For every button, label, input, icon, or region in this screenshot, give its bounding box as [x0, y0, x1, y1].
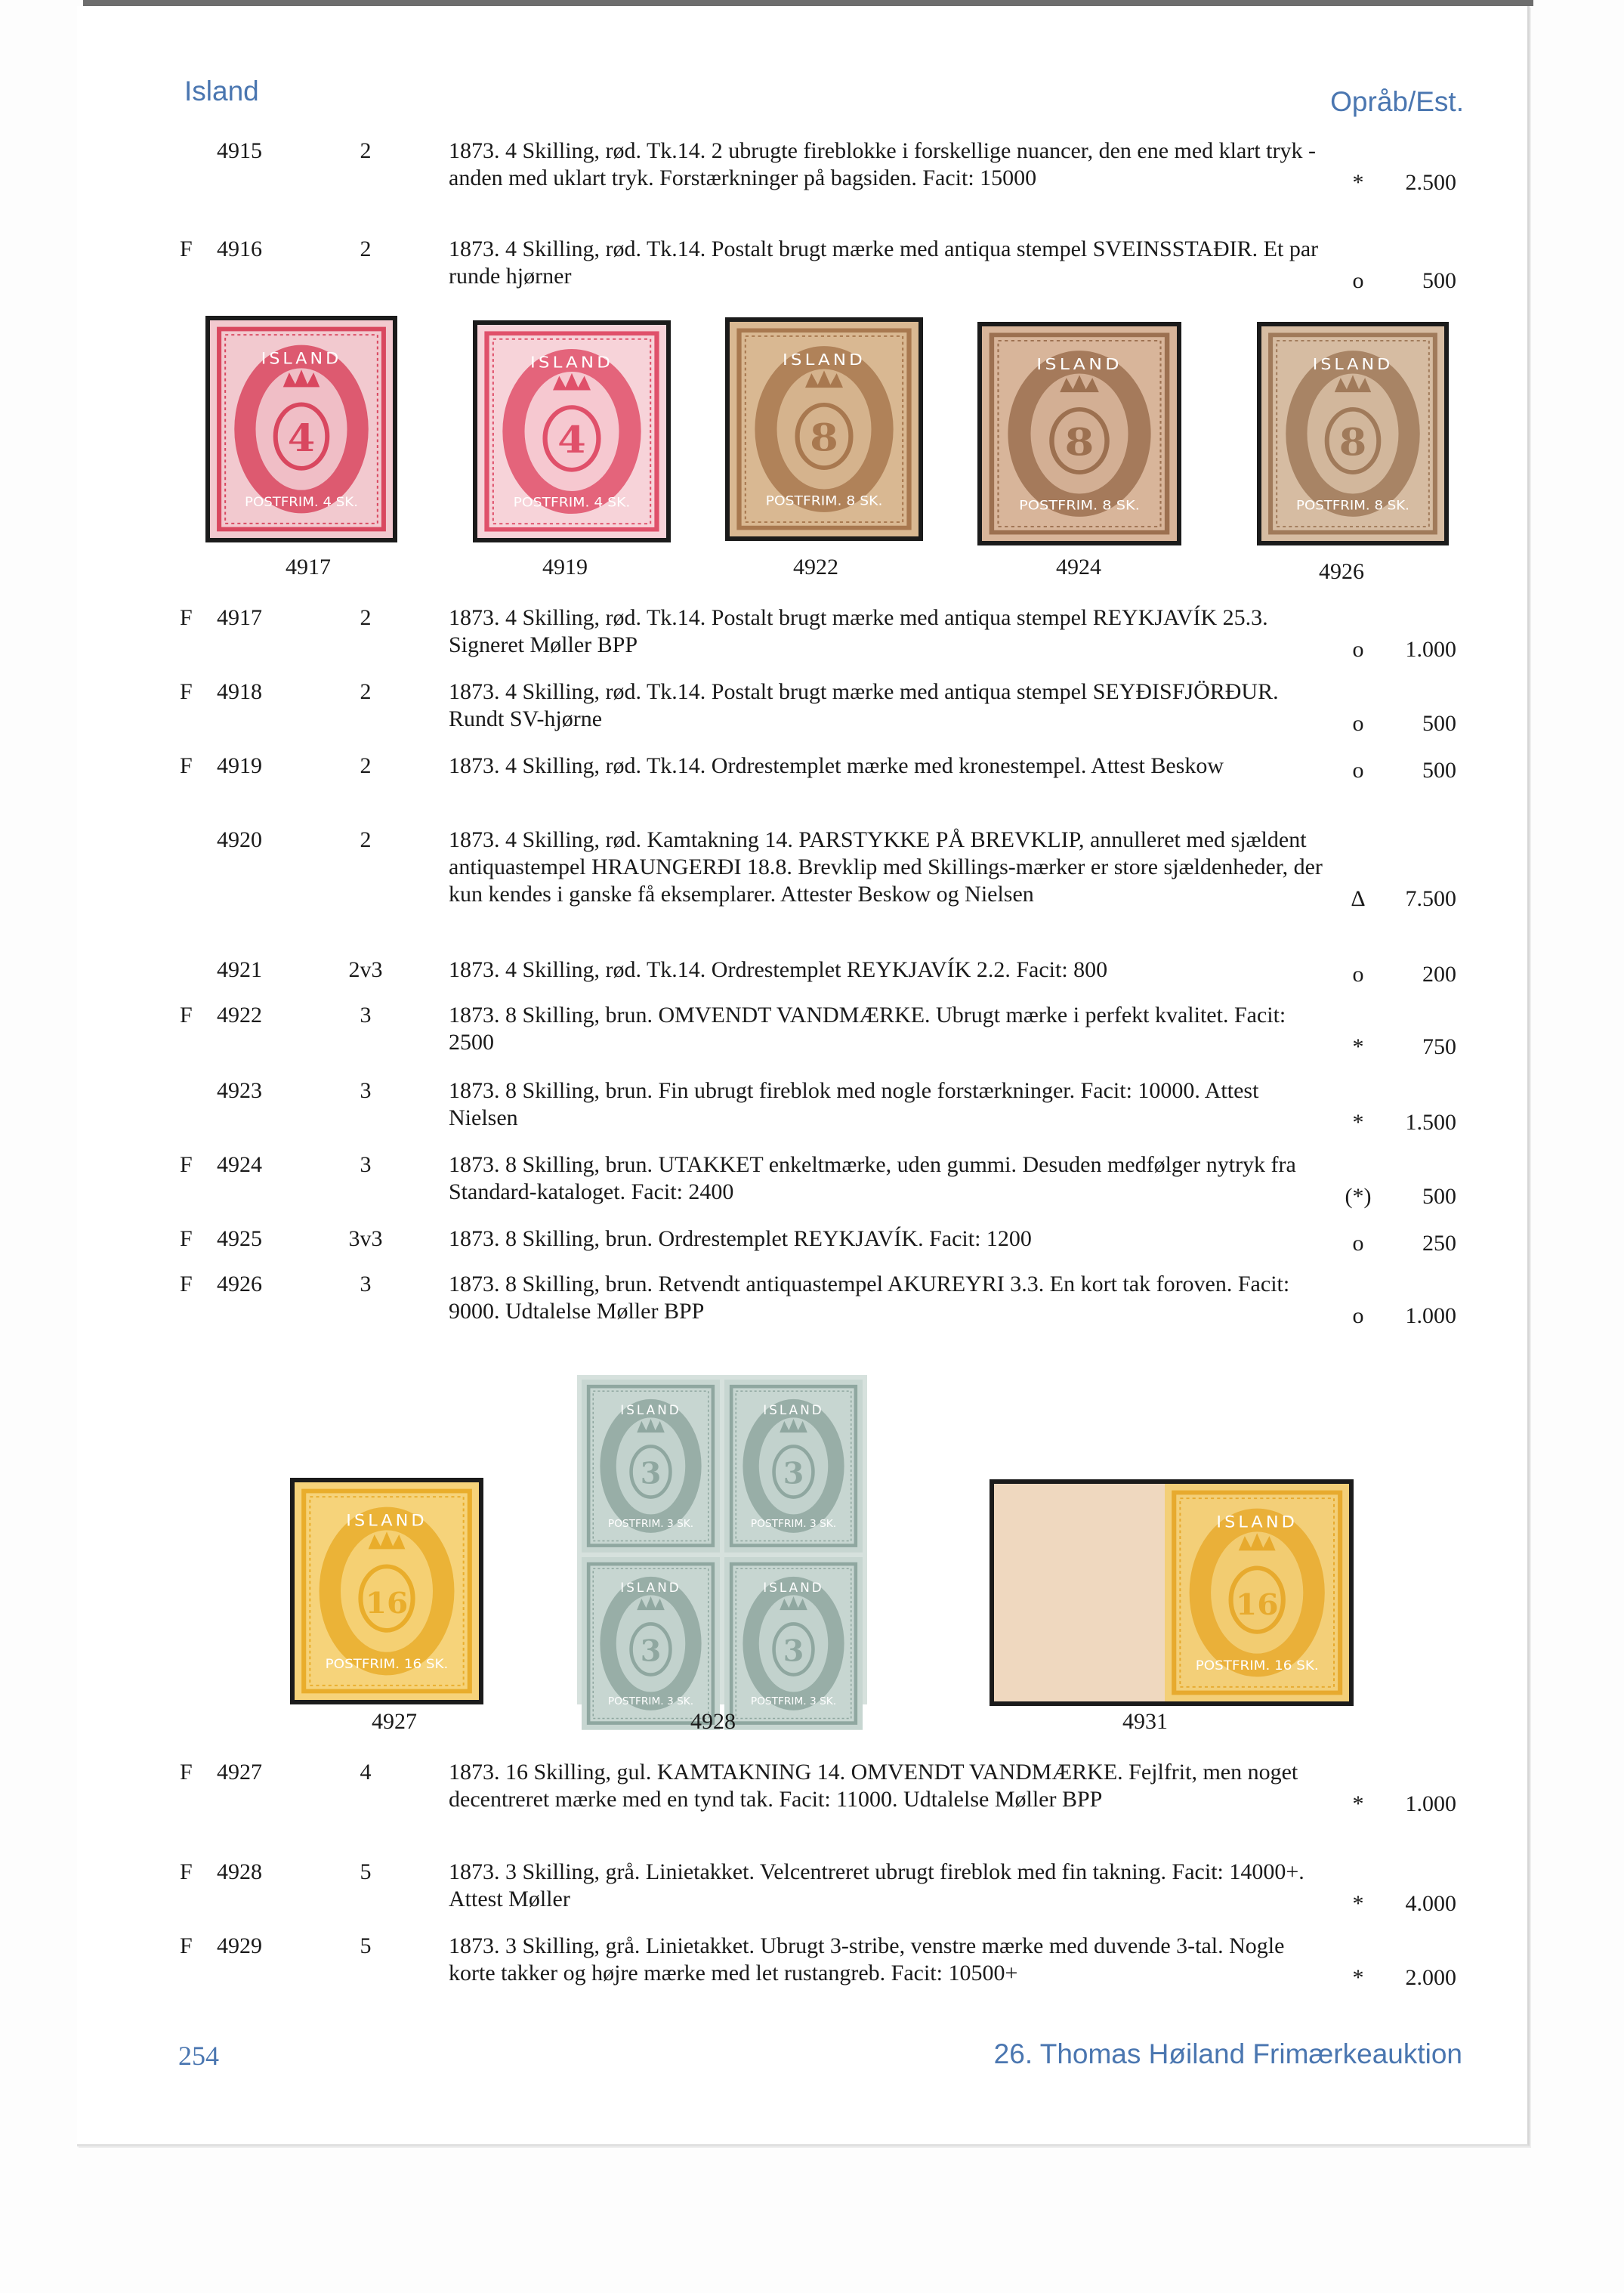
svg-text:8: 8	[810, 416, 838, 460]
svg-text:16: 16	[365, 1586, 409, 1621]
page-header-estimate-label: Opråb/Est.	[1330, 86, 1464, 117]
stamp-illustration	[730, 322, 919, 536]
lot-flag: F	[180, 236, 193, 261]
lot-condition-symbol: *	[1352, 170, 1364, 195]
lot-condition-symbol: *	[1352, 1034, 1364, 1059]
lot-estimate: 7.500	[1405, 886, 1456, 911]
lot-catalogue-number: 2v3	[348, 957, 383, 982]
svg-text:ISLAND: ISLAND	[763, 1579, 824, 1595]
lot-estimate: 1.500	[1405, 1110, 1456, 1135]
stamp-caption: 4919	[542, 555, 588, 579]
svg-text:ISLAND: ISLAND	[783, 351, 866, 369]
svg-text:ISLAND: ISLAND	[763, 1401, 824, 1417]
stamp-caption: 4928	[690, 1709, 736, 1734]
lot-catalogue-number: 5	[360, 1859, 372, 1884]
page-number: 254	[178, 2041, 219, 2071]
lot-number: 4922	[217, 1003, 262, 1028]
lot-estimate: 500	[1422, 268, 1456, 293]
lot-number: 4925	[217, 1226, 262, 1251]
lot-condition-symbol: *	[1352, 1965, 1364, 1990]
lot-description: 1873. 4 Skilling, rød. Tk.14. 2 ubrugte fireblokke i forskellige nuancer, den ene med klart tryk - anden med uklart tryk. Forstærkninger på bagsiden. Facit: 15000	[449, 138, 1316, 190]
lot-estimate: 500	[1422, 711, 1456, 736]
lot-description: 1873. 3 Skilling, grå. Linietakket. Velcentreret ubrugt fireblok med fin takning. Facit: 14000+. Attest Møller	[449, 1859, 1304, 1911]
stamp-illustration	[477, 325, 666, 538]
svg-text:ISLAND: ISLAND	[261, 350, 342, 369]
lot-condition-symbol: o	[1352, 962, 1364, 987]
stamp-caption: 4927	[372, 1709, 417, 1734]
lot-number: 4923	[217, 1078, 262, 1103]
svg-text:3: 3	[640, 1456, 662, 1491]
stamp-image-4931	[990, 1479, 1354, 1706]
svg-text:3: 3	[783, 1633, 804, 1668]
lot-description: 1873. 8 Skilling, brun. Ordrestemplet REYKJAVÍK. Facit: 1200	[449, 1226, 1032, 1251]
lot-description: 1873. 4 Skilling, rød. Kamtakning 14. PARSTYKKE PÅ BREVKLIP, annulleret med sjældent antiquastempel HRAUNGERÐI 18.8. Brevklip med Skillings-mærker er store sjældenheder, der kun kendes i ganske få eksemplarer. Attester Beskow og Nielsen	[449, 827, 1323, 907]
lot-estimate: 1.000	[1405, 637, 1456, 662]
lot-number: 4929	[217, 1933, 262, 1958]
lot-catalogue-number: 5	[360, 1933, 372, 1958]
svg-text:8: 8	[1338, 419, 1367, 465]
lot-catalogue-number: 2	[360, 236, 372, 261]
lot-description: 1873. 8 Skilling, brun. Retvendt antiquastempel AKUREYRI 3.3. En kort tak foroven. Facit: 9000. Udtalelse Møller BPP	[449, 1272, 1290, 1324]
svg-text:8: 8	[1064, 421, 1095, 465]
lot-description: 1873. 16 Skilling, gul. KAMTAKNING 14. OMVENDT VANDMÆRKE. Fejlfrit, men noget decentreret mærke med en tynd tak. Facit: 11000. Udtalelse Møller BPP	[449, 1760, 1298, 1812]
stamp-image-4922	[725, 317, 923, 541]
stamp-image-4924	[977, 322, 1181, 545]
stamp-illustration	[295, 1482, 479, 1700]
lot-condition-symbol: (*)	[1345, 1184, 1372, 1209]
lot-description: 1873. 4 Skilling, rød. Tk.14. Postalt brugt mærke med antiqua stempel SEYÐISFJÖRÐUR. Rundt SV-hjørne	[449, 679, 1279, 731]
lot-flag: F	[180, 1859, 193, 1884]
svg-text:ISLAND: ISLAND	[620, 1401, 681, 1417]
svg-text:ISLAND: ISLAND	[620, 1579, 681, 1595]
stamp-illustration	[724, 1557, 863, 1730]
svg-text:POSTFRIM. 3 SK.: POSTFRIM. 3 SK.	[750, 1695, 837, 1707]
svg-text:POSTFRIM. 8 SK.: POSTFRIM. 8 SK.	[1296, 498, 1409, 514]
svg-text:POSTFRIM. 3 SK.: POSTFRIM. 3 SK.	[607, 1695, 694, 1707]
lot-condition-symbol: *	[1352, 1791, 1364, 1816]
lot-estimate: 2.000	[1405, 1965, 1456, 1990]
svg-text:3: 3	[783, 1456, 804, 1491]
lot-estimate: 1.000	[1405, 1303, 1456, 1328]
svg-text:4: 4	[557, 419, 586, 462]
lot-description: 1873. 3 Skilling, grå. Linietakket. Ubrugt 3-stribe, venstre mærke med duvende 3-tal. Nogle korte takker og højre mærke med let rustangreb. Facit: 10500+	[449, 1933, 1285, 1986]
stamp-caption: 4917	[286, 555, 331, 579]
lot-number: 4915	[217, 138, 262, 163]
lot-catalogue-number: 2	[360, 679, 372, 704]
lot-condition-symbol: o	[1352, 758, 1364, 783]
lot-condition-symbol: *	[1352, 1110, 1364, 1135]
lot-flag: F	[180, 1760, 193, 1785]
stamp-illustration	[582, 1380, 720, 1553]
svg-text:ISLAND: ISLAND	[1036, 355, 1122, 374]
stamp-illustration	[1261, 326, 1444, 541]
svg-text:POSTFRIM. 4 SK.: POSTFRIM. 4 SK.	[513, 495, 631, 511]
svg-text:16: 16	[1235, 1587, 1279, 1622]
stamp-image-4917	[205, 316, 397, 542]
lot-description: 1873. 4 Skilling, rød. Tk.14. Postalt brugt mærke med antiqua stempel SVEINSSTAÐIR. Et par runde hjørner	[449, 236, 1319, 289]
stamp-image-4919	[473, 320, 671, 542]
lot-number: 4918	[217, 679, 262, 704]
lot-condition-symbol: o	[1352, 637, 1364, 662]
lot-number: 4919	[217, 753, 262, 778]
lot-estimate: 1.000	[1405, 1791, 1456, 1816]
lot-description: 1873. 4 Skilling, rød. Tk.14. Postalt brugt mærke med antiqua stempel REYKJAVÍK 25.3. Signeret Møller BPP	[449, 605, 1268, 657]
auction-title: 26. Thomas Høiland Frimærkeauktion	[993, 2038, 1462, 2069]
page-header-country: Island	[184, 76, 259, 107]
svg-text:POSTFRIM. 3 SK.: POSTFRIM. 3 SK.	[750, 1518, 837, 1531]
svg-text:ISLAND: ISLAND	[529, 354, 614, 372]
lot-condition-symbol: o	[1352, 268, 1364, 293]
stamp-illustration	[982, 326, 1177, 541]
stamp-caption: 4931	[1122, 1709, 1168, 1734]
svg-text:ISLAND: ISLAND	[346, 1512, 428, 1531]
lot-estimate: 4.000	[1405, 1891, 1456, 1916]
lot-condition-symbol: o	[1352, 711, 1364, 736]
lot-flag: F	[180, 1003, 193, 1028]
svg-text:POSTFRIM. 16 SK.: POSTFRIM. 16 SK.	[1195, 1658, 1319, 1673]
lot-number: 4916	[217, 236, 262, 261]
stamp-illustration	[582, 1557, 720, 1730]
svg-text:ISLAND: ISLAND	[1216, 1513, 1298, 1532]
stamp-block-cell	[724, 1557, 863, 1730]
lot-condition-symbol: Δ	[1351, 886, 1366, 911]
top-edge-rule	[83, 0, 1533, 6]
stamp-block-cell	[724, 1380, 863, 1553]
lot-flag: F	[180, 1152, 193, 1177]
lot-catalogue-number: 2	[360, 138, 372, 163]
stamp-block-cell	[582, 1557, 720, 1730]
stamp-illustration	[1165, 1484, 1349, 1701]
svg-text:POSTFRIM. 8 SK.: POSTFRIM. 8 SK.	[765, 493, 883, 509]
lot-flag: F	[180, 679, 193, 704]
stamp-caption: 4924	[1056, 555, 1101, 579]
lot-description: 1873. 8 Skilling, brun. OMVENDT VANDMÆRKE. Ubrugt mærke i perfekt kvalitet. Facit: 2500	[449, 1003, 1286, 1055]
lot-number: 4921	[217, 957, 262, 982]
lot-estimate: 500	[1422, 1184, 1456, 1209]
lot-catalogue-number: 2	[360, 753, 372, 778]
lot-description: 1873. 4 Skilling, rød. Tk.14. Ordrestemplet mærke med kronestempel. Attest Beskow	[449, 753, 1224, 778]
stamp-block-cell	[582, 1380, 720, 1553]
svg-text:POSTFRIM. 3 SK.: POSTFRIM. 3 SK.	[607, 1518, 694, 1531]
stamp-illustration	[210, 320, 393, 538]
lot-catalogue-number: 3	[360, 1003, 372, 1028]
lot-estimate: 500	[1422, 758, 1456, 783]
lot-flag: F	[180, 1933, 193, 1958]
lot-catalogue-number: 2	[360, 827, 372, 852]
lot-estimate: 250	[1422, 1231, 1456, 1256]
lot-number: 4928	[217, 1859, 262, 1884]
lot-estimate: 750	[1422, 1034, 1456, 1059]
lot-description: 1873. 4 Skilling, rød. Tk.14. Ordrestemplet REYKJAVÍK 2.2. Facit: 800	[449, 957, 1108, 982]
lot-estimate: 2.500	[1405, 170, 1456, 195]
lot-number: 4926	[217, 1272, 262, 1296]
stamp-caption: 4922	[793, 555, 838, 579]
svg-text:3: 3	[640, 1633, 662, 1668]
lot-catalogue-number: 3v3	[348, 1226, 383, 1251]
sheet-margin	[994, 1484, 1349, 1701]
lot-catalogue-number: 3	[360, 1078, 372, 1103]
svg-text:POSTFRIM. 16 SK.: POSTFRIM. 16 SK.	[325, 1656, 449, 1672]
lot-estimate: 200	[1422, 962, 1456, 987]
lot-description: 1873. 8 Skilling, brun. Fin ubrugt fireblok med nogle forstærkninger. Facit: 10000. Attest Nielsen	[449, 1078, 1259, 1130]
lot-number: 4924	[217, 1152, 262, 1177]
svg-text:POSTFRIM. 8 SK.: POSTFRIM. 8 SK.	[1019, 498, 1140, 514]
lot-condition-symbol: o	[1352, 1303, 1364, 1328]
lot-catalogue-number: 4	[360, 1760, 372, 1785]
lot-condition-symbol: *	[1352, 1891, 1364, 1916]
svg-text:4: 4	[287, 416, 316, 461]
lot-flag: F	[180, 753, 193, 778]
stamp-image-4926	[1257, 322, 1449, 545]
stamp-image-4928	[577, 1375, 867, 1707]
lot-catalogue-number: 3	[360, 1152, 372, 1177]
lot-flag: F	[180, 1226, 193, 1251]
lot-flag: F	[180, 605, 193, 630]
stamp-caption: 4926	[1319, 559, 1364, 584]
stamp-image-4927	[290, 1478, 483, 1704]
svg-text:POSTFRIM. 4 SK.: POSTFRIM. 4 SK.	[245, 495, 358, 510]
lot-condition-symbol: o	[1352, 1231, 1364, 1256]
svg-text:ISLAND: ISLAND	[1312, 355, 1394, 374]
lot-catalogue-number: 2	[360, 605, 372, 630]
lot-number: 4920	[217, 827, 262, 852]
lot-catalogue-number: 3	[360, 1272, 372, 1296]
stamp-illustration	[724, 1380, 863, 1553]
lot-description: 1873. 8 Skilling, brun. UTAKKET enkeltmærke, uden gummi. Desuden medfølger nytryk fra Standard-kataloget. Facit: 2400	[449, 1152, 1296, 1204]
lot-flag: F	[180, 1272, 193, 1296]
lot-number: 4917	[217, 605, 262, 630]
lot-number: 4927	[217, 1760, 262, 1785]
